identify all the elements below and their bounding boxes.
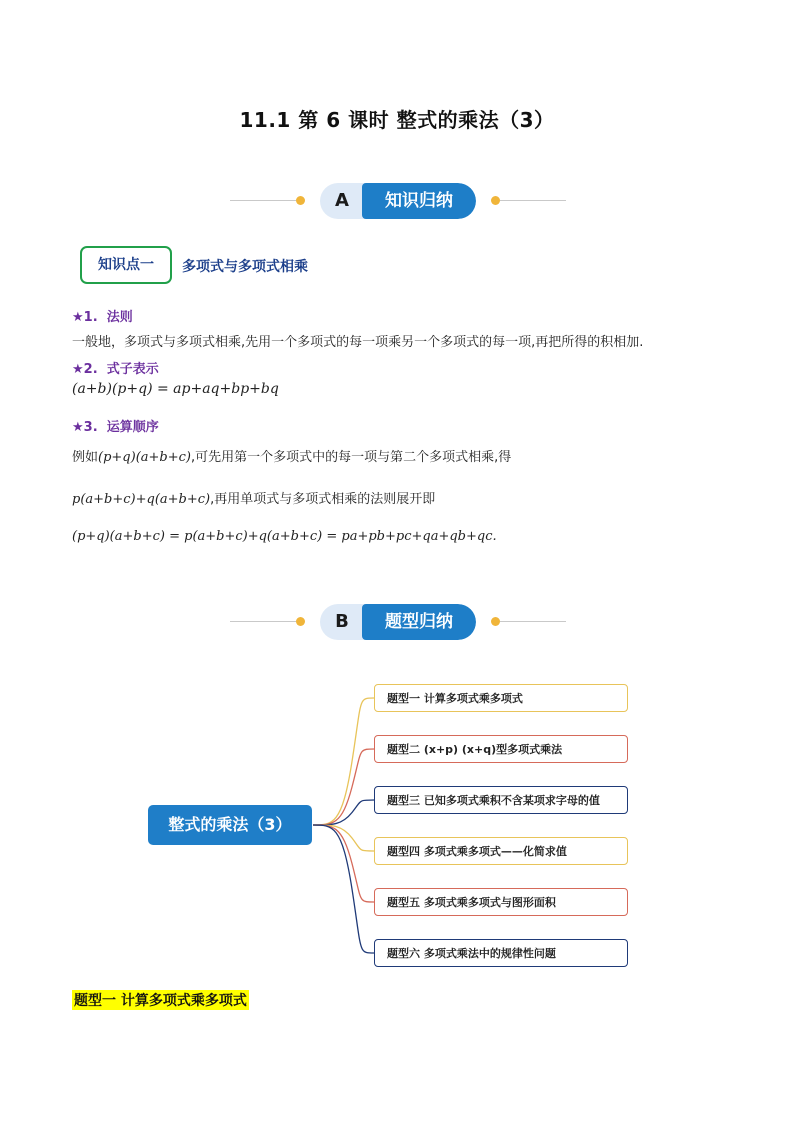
item-heading-label: 式子表示 (106, 362, 159, 377)
mindmap-connector (313, 825, 374, 902)
mindmap-center-node: 整式的乘法（3） (148, 805, 312, 845)
mindmap-branch-node: 题型五 多项式乘多项式与图形面积 (374, 888, 628, 916)
mindmap-branch-node: 题型四 多项式乘多项式——化简求值 (374, 837, 628, 865)
mindmap-branch-node: 题型一 计算多项式乘多项式 (374, 684, 628, 712)
banner-label: 题型归纳 (362, 604, 476, 640)
page-title: 11.1 第 6 课时 整式的乘法（3） (239, 108, 555, 132)
order-text: ,可先用第一个多项式中的每一项与第二个多项式相乘,得 (190, 450, 512, 465)
star-icon: ★1. (72, 310, 98, 325)
order-text: 例如 (72, 450, 99, 465)
mindmap-connector (313, 749, 374, 825)
banner-label: 知识归纳 (362, 183, 476, 219)
order-text: ,再用单项式与多项式相乘的法则展开即 (210, 492, 436, 507)
rule-text: 一般地，多项式与多项式相乘,先用一个多项式的每一项乘另一个多项式的每一项,再把所得的积相加. (72, 335, 644, 350)
mindmap-branch-node: 题型二 (x+p) (x+q)型多项式乘法 (374, 735, 628, 763)
mindmap-branch-node: 题型三 已知多项式乘积不含某项求字母的值 (374, 786, 628, 814)
formula: (a+b)(p+q) = ap+aq+bp+bq (72, 381, 279, 397)
star-icon: ★2. (72, 362, 98, 377)
banner-letter: B (335, 611, 349, 632)
item-heading-label: 运算顺序 (106, 420, 159, 435)
knowledge-point-tag: 知识点一 (80, 246, 172, 284)
order-math: (p+q)(a+b+c) (98, 450, 191, 465)
mindmap-connector (313, 825, 374, 953)
question-type-heading: 题型一 计算多项式乘多项式 (72, 990, 249, 1010)
item-heading-label: 法则 (106, 310, 133, 325)
knowledge-point-title: 多项式与多项式相乘 (182, 259, 308, 275)
order-math: p(a+b+c)+q(a+b+c) (72, 492, 211, 507)
mindmap-connector (313, 698, 374, 825)
order-line-3: (p+q)(a+b+c) = p(a+b+c)+q(a+b+c) = pa+pb+pc+qa+qb+qc. (72, 529, 497, 544)
star-icon: ★3. (72, 420, 98, 435)
mindmap-connector (313, 800, 374, 825)
banner-letter: A (335, 190, 349, 211)
mindmap-branch-node: 题型六 多项式乘法中的规律性问题 (374, 939, 628, 967)
